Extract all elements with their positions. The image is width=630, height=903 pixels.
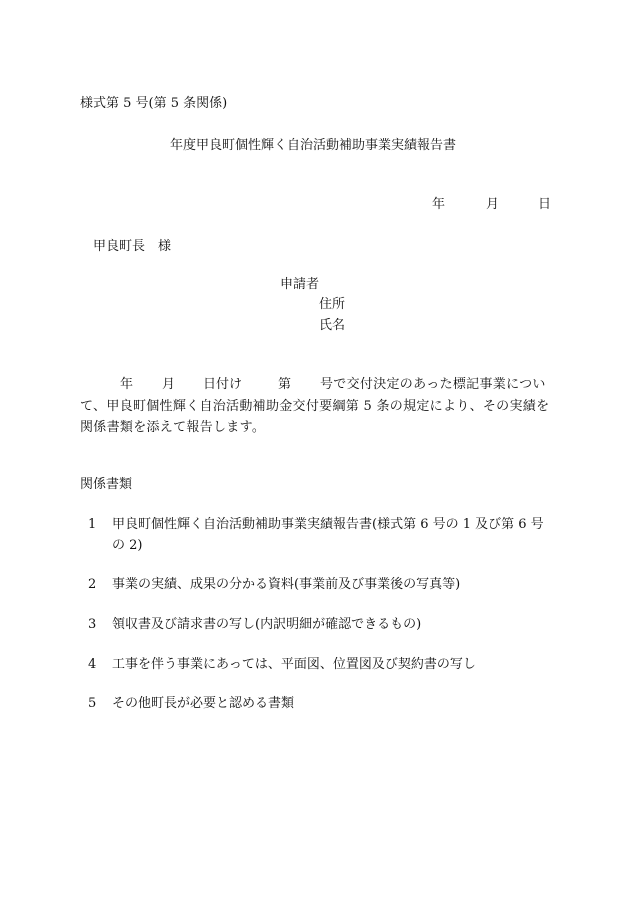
list-item-text: その他町長が必要と認める書類 [112, 696, 295, 711]
list-item [88, 574, 548, 595]
applicant-label: 申請者 [280, 277, 320, 292]
body-no: 第 [278, 377, 292, 392]
list-item-text: 事業の実績、成果の分かる資料(事業前及び事業後の写真等) [112, 577, 461, 592]
applicant-name: 氏名 [319, 318, 346, 333]
list-item-number: 5 [88, 696, 97, 711]
list-item-text: 工事を伴う事業にあっては、平面図、位置図及び契約書の写し [112, 657, 476, 672]
list-item-number: 2 [88, 577, 97, 592]
body-paragraph: て、甲良町個性輝く自治活動補助金交付要綱第 5 条の規定により、その実績を関係書類を添えて報告します。 [80, 399, 550, 435]
addressee: 甲良町長 様 [93, 239, 172, 254]
list-item-number: 3 [88, 617, 97, 632]
date-year: 年 [432, 197, 446, 212]
documents-heading: 関係書類 [80, 477, 133, 492]
body-dated: 日付け [203, 377, 243, 392]
list-item-number: 1 [88, 517, 97, 532]
document-title: 年度甲良町個性輝く自治活動補助事業実績報告書 [170, 138, 457, 153]
list-item-text: 甲良町個性輝く自治活動補助事業実績報告書(様式第 6 号の 1 及び第 6 号の 2) [112, 517, 544, 553]
date-month: 月 [486, 197, 500, 212]
list-item [88, 654, 548, 675]
list-item [88, 693, 548, 714]
list-item [88, 614, 548, 635]
list-item-number: 4 [88, 657, 97, 672]
body-month: 月 [162, 377, 176, 392]
body-year: 年 [120, 377, 134, 392]
body-line1-rest: 号で交付決定のあった標記事業につい [320, 377, 546, 392]
form-label: 様式第 5 号(第 5 条関係) [80, 96, 228, 111]
applicant-address: 住所 [319, 297, 346, 312]
list-item-text: 領収書及び請求書の写し(内訳明細が確認できるもの) [112, 617, 422, 632]
list-item [88, 514, 548, 556]
date-day: 日 [538, 197, 552, 212]
